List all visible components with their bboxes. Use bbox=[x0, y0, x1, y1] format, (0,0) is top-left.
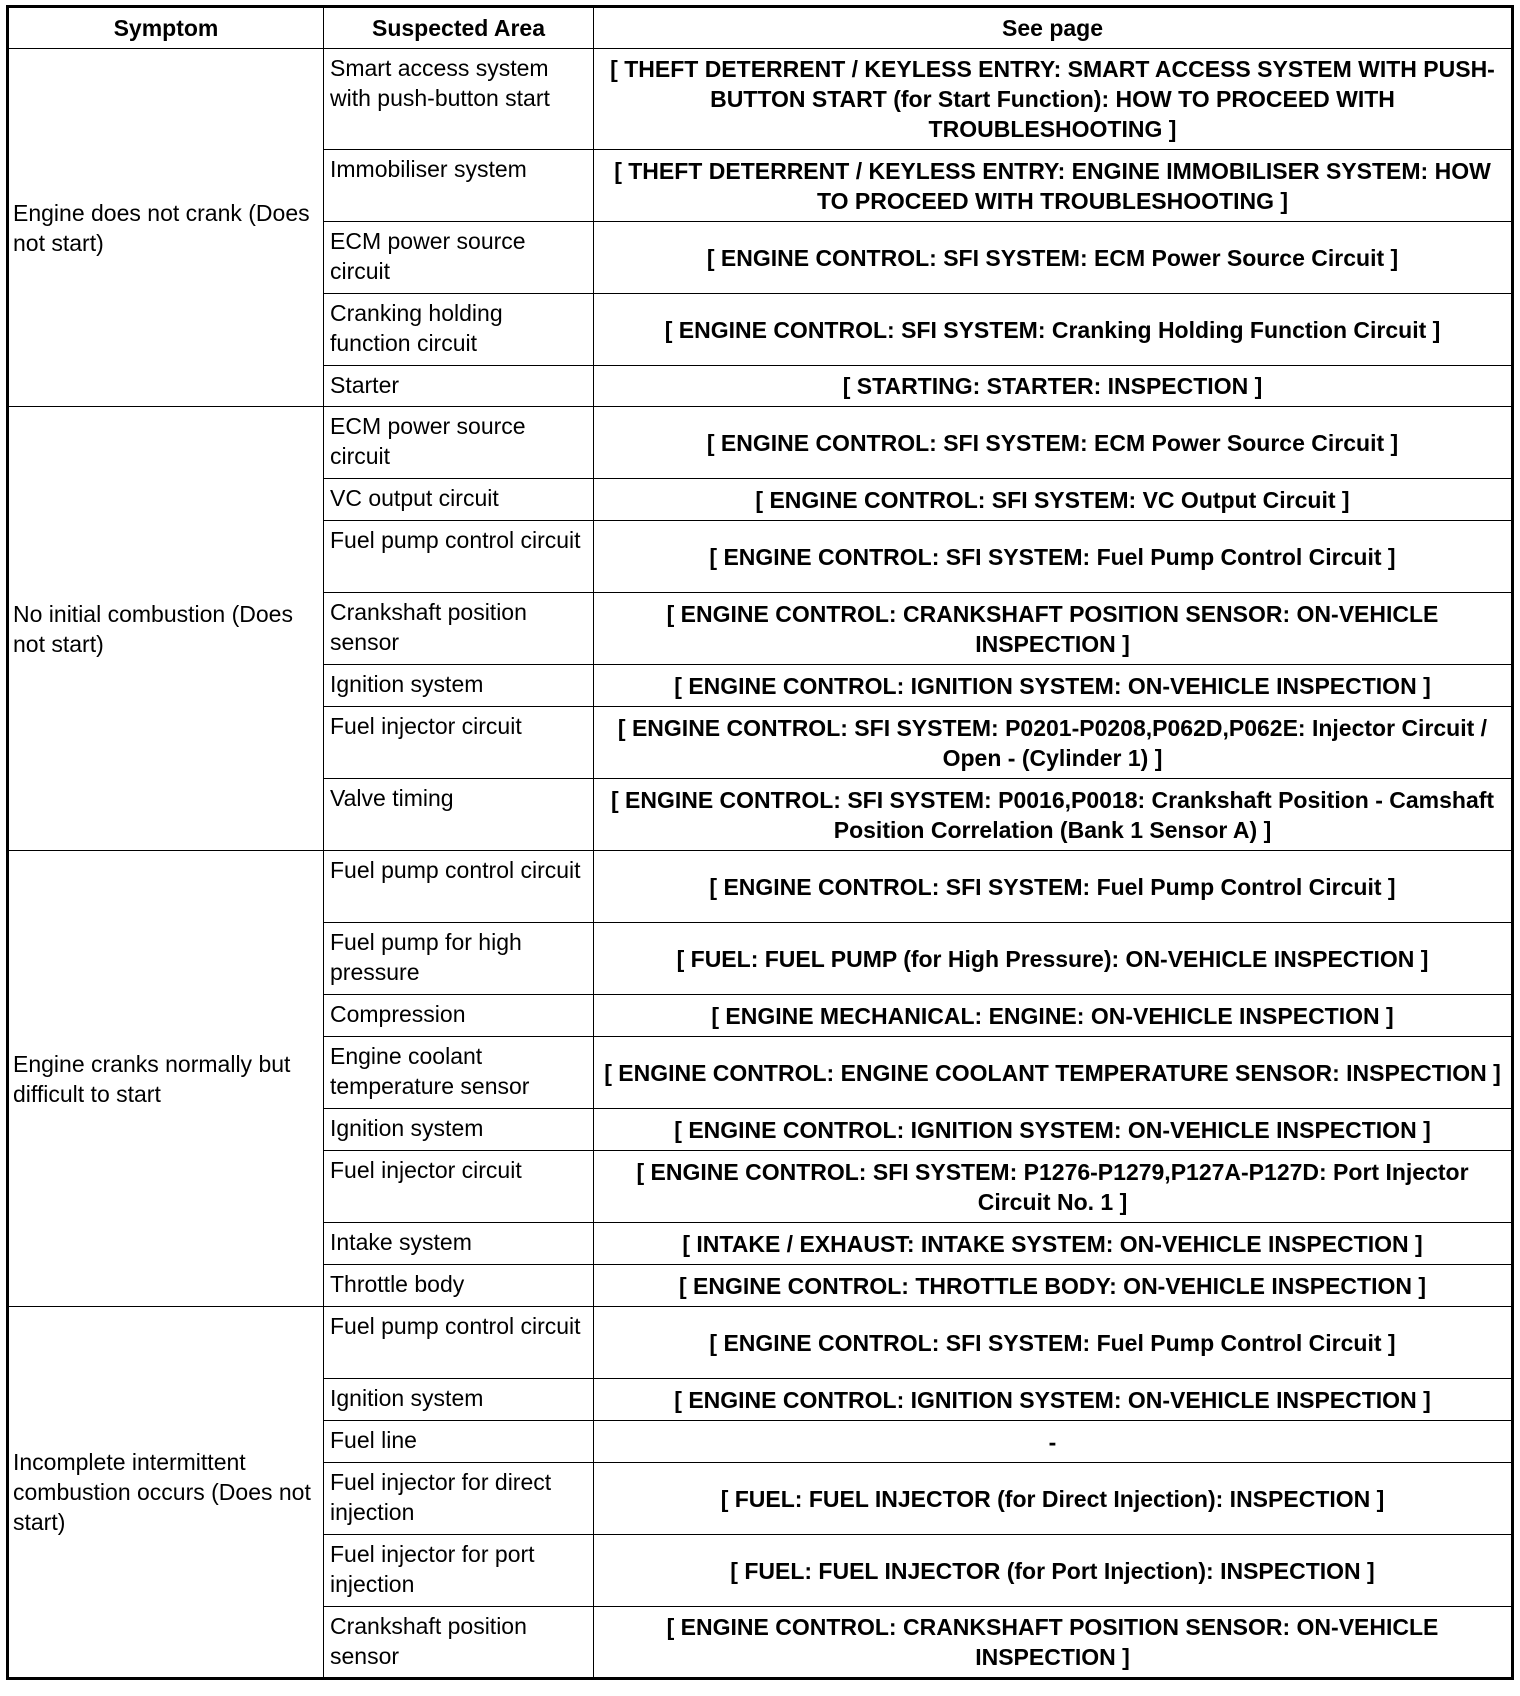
header-see-page: See page bbox=[594, 7, 1513, 49]
symptom-cell: No initial combustion (Does not start) bbox=[8, 407, 324, 851]
see-page-reference: - bbox=[594, 1421, 1513, 1463]
table-header-row bbox=[8, 7, 1513, 49]
suspected-area-cell: Ignition system bbox=[324, 1109, 594, 1151]
see-page-reference: [ THEFT DETERRENT / KEYLESS ENTRY: SMART ACCESS SYSTEM WITH PUSH-BUTTON START (for Start Function): HOW TO PROCEED WITH TROUBLESHOOTING ] bbox=[594, 49, 1513, 150]
see-page-reference: [ THEFT DETERRENT / KEYLESS ENTRY: ENGINE IMMOBILISER SYSTEM: HOW TO PROCEED WITH TROUBLESHOOTING ] bbox=[594, 150, 1513, 222]
suspected-area-cell: Valve timing bbox=[324, 779, 594, 851]
table-row bbox=[8, 1307, 1513, 1379]
suspected-area-cell: Engine coolant temperature sensor bbox=[324, 1037, 594, 1109]
see-page-reference: [ ENGINE CONTROL: ENGINE COOLANT TEMPERATURE SENSOR: INSPECTION ] bbox=[594, 1037, 1513, 1109]
suspected-area-cell: Fuel pump for high pressure bbox=[324, 923, 594, 995]
see-page-reference: [ ENGINE CONTROL: IGNITION SYSTEM: ON-VEHICLE INSPECTION ] bbox=[594, 1109, 1513, 1151]
see-page-reference: [ ENGINE CONTROL: SFI SYSTEM: ECM Power Source Circuit ] bbox=[594, 407, 1513, 479]
table-row bbox=[8, 851, 1513, 923]
suspected-area-cell: Intake system bbox=[324, 1223, 594, 1265]
see-page-reference: [ ENGINE CONTROL: SFI SYSTEM: ECM Power Source Circuit ] bbox=[594, 222, 1513, 294]
see-page-reference: [ ENGINE CONTROL: CRANKSHAFT POSITION SENSOR: ON-VEHICLE INSPECTION ] bbox=[594, 1607, 1513, 1679]
suspected-area-cell: Cranking holding function circuit bbox=[324, 294, 594, 366]
suspected-area-cell: Fuel injector for direct injection bbox=[324, 1463, 594, 1535]
suspected-area-cell: Smart access system with push-button start bbox=[324, 49, 594, 150]
header-suspected-area: Suspected Area bbox=[324, 7, 594, 49]
see-page-reference: [ ENGINE CONTROL: SFI SYSTEM: Fuel Pump Control Circuit ] bbox=[594, 521, 1513, 593]
header-symptom: Symptom bbox=[8, 7, 324, 49]
suspected-area-cell: Fuel pump control circuit bbox=[324, 1307, 594, 1379]
suspected-area-cell: Fuel injector circuit bbox=[324, 707, 594, 779]
see-page-reference: [ ENGINE CONTROL: SFI SYSTEM: VC Output Circuit ] bbox=[594, 479, 1513, 521]
symptom-cell: Incomplete intermittent combustion occurs (Does not start) bbox=[8, 1307, 324, 1679]
see-page-reference: [ ENGINE CONTROL: SFI SYSTEM: P0016,P0018: Crankshaft Position - Camshaft Position Correlation (Bank 1 Sensor A) ] bbox=[594, 779, 1513, 851]
see-page-reference: [ ENGINE CONTROL: THROTTLE BODY: ON-VEHICLE INSPECTION ] bbox=[594, 1265, 1513, 1307]
suspected-area-cell: Ignition system bbox=[324, 1379, 594, 1421]
see-page-reference: [ ENGINE MECHANICAL: ENGINE: ON-VEHICLE INSPECTION ] bbox=[594, 995, 1513, 1037]
see-page-reference: [ ENGINE CONTROL: IGNITION SYSTEM: ON-VEHICLE INSPECTION ] bbox=[594, 665, 1513, 707]
suspected-area-cell: Ignition system bbox=[324, 665, 594, 707]
see-page-reference: [ ENGINE CONTROL: IGNITION SYSTEM: ON-VEHICLE INSPECTION ] bbox=[594, 1379, 1513, 1421]
table-body bbox=[8, 49, 1513, 1679]
symptom-cell: Engine cranks normally but difficult to start bbox=[8, 851, 324, 1307]
table-row bbox=[8, 49, 1513, 150]
suspected-area-cell: Fuel injector for port injection bbox=[324, 1535, 594, 1607]
suspected-area-cell: Fuel injector circuit bbox=[324, 1151, 594, 1223]
see-page-reference: [ STARTING: STARTER: INSPECTION ] bbox=[594, 366, 1513, 407]
symptom-cell: Engine does not crank (Does not start) bbox=[8, 49, 324, 407]
suspected-area-cell: Throttle body bbox=[324, 1265, 594, 1307]
suspected-area-cell: Crankshaft position sensor bbox=[324, 593, 594, 665]
see-page-reference: [ ENGINE CONTROL: SFI SYSTEM: Fuel Pump Control Circuit ] bbox=[594, 1307, 1513, 1379]
suspected-area-cell: Fuel pump control circuit bbox=[324, 851, 594, 923]
suspected-area-cell: Starter bbox=[324, 366, 594, 407]
see-page-reference: [ FUEL: FUEL PUMP (for High Pressure): ON-VEHICLE INSPECTION ] bbox=[594, 923, 1513, 995]
see-page-reference: [ ENGINE CONTROL: SFI SYSTEM: Fuel Pump Control Circuit ] bbox=[594, 851, 1513, 923]
suspected-area-cell: Crankshaft position sensor bbox=[324, 1607, 594, 1679]
see-page-reference: [ ENGINE CONTROL: SFI SYSTEM: Cranking Holding Function Circuit ] bbox=[594, 294, 1513, 366]
suspected-area-cell: Immobiliser system bbox=[324, 150, 594, 222]
see-page-reference: [ INTAKE / EXHAUST: INTAKE SYSTEM: ON-VEHICLE INSPECTION ] bbox=[594, 1223, 1513, 1265]
suspected-area-cell: ECM power source circuit bbox=[324, 222, 594, 294]
troubleshooting-table bbox=[6, 5, 1514, 1680]
see-page-reference: [ ENGINE CONTROL: SFI SYSTEM: P1276-P1279,P127A-P127D: Port Injector Circuit No. 1 ] bbox=[594, 1151, 1513, 1223]
suspected-area-cell: Fuel pump control circuit bbox=[324, 521, 594, 593]
see-page-reference: [ FUEL: FUEL INJECTOR (for Port Injection): INSPECTION ] bbox=[594, 1535, 1513, 1607]
table-row bbox=[8, 407, 1513, 479]
suspected-area-cell: Fuel line bbox=[324, 1421, 594, 1463]
see-page-reference: [ FUEL: FUEL INJECTOR (for Direct Injection): INSPECTION ] bbox=[594, 1463, 1513, 1535]
suspected-area-cell: Compression bbox=[324, 995, 594, 1037]
suspected-area-cell: ECM power source circuit bbox=[324, 407, 594, 479]
see-page-reference: [ ENGINE CONTROL: CRANKSHAFT POSITION SENSOR: ON-VEHICLE INSPECTION ] bbox=[594, 593, 1513, 665]
suspected-area-cell: VC output circuit bbox=[324, 479, 594, 521]
see-page-reference: [ ENGINE CONTROL: SFI SYSTEM: P0201-P0208,P062D,P062E: Injector Circuit / Open - (Cylinder 1) ] bbox=[594, 707, 1513, 779]
